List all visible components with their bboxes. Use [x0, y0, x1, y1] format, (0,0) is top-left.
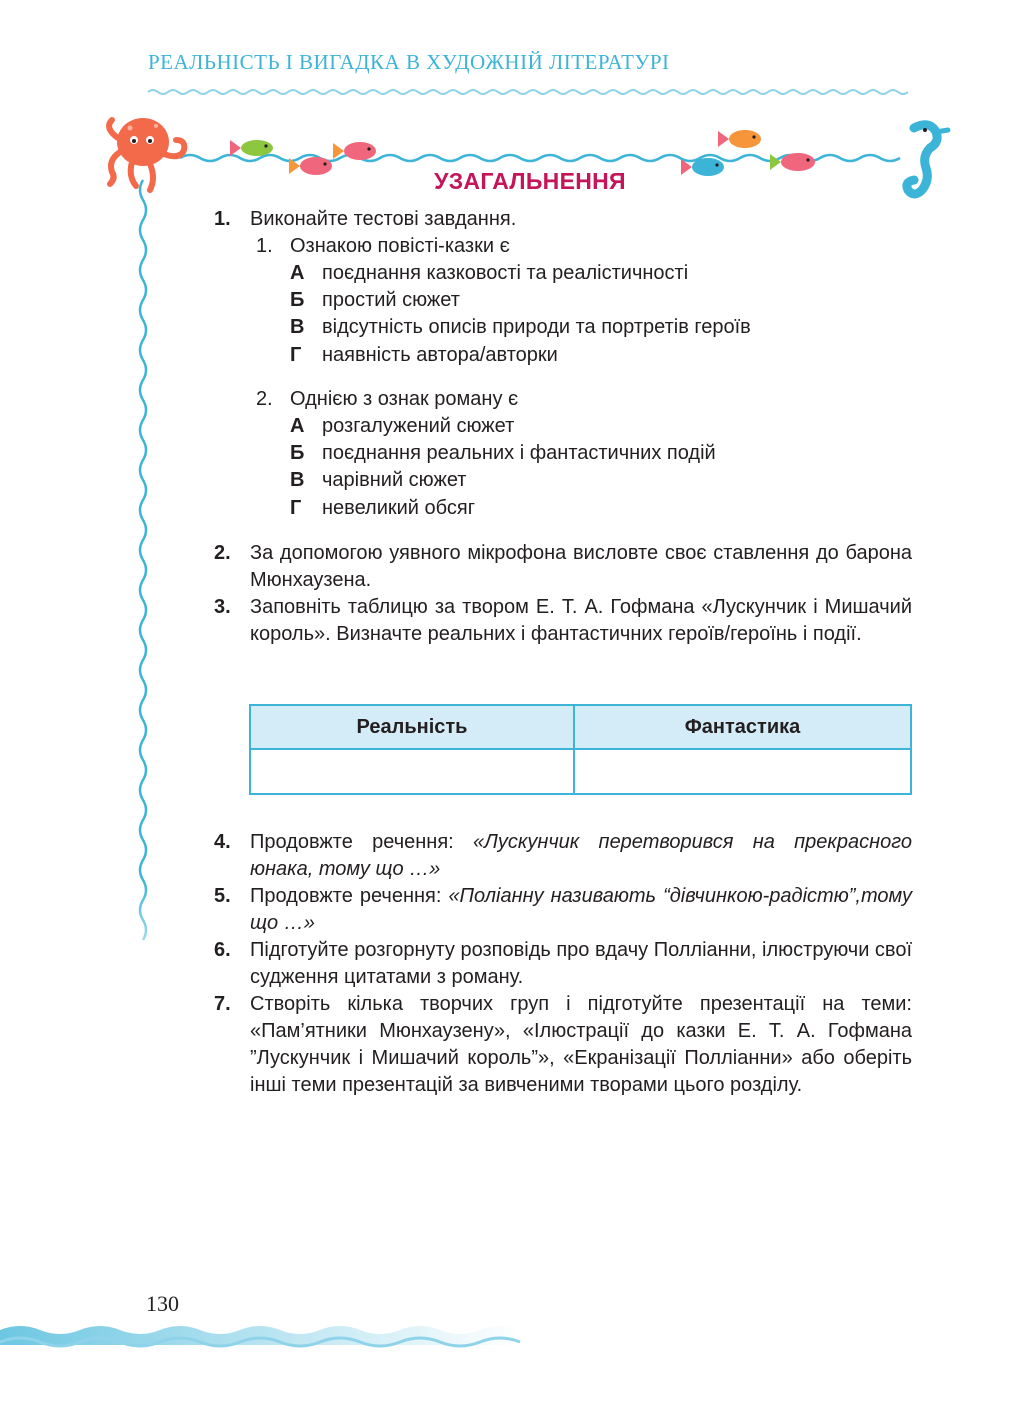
page-number: 130 — [146, 1291, 179, 1316]
table-cell — [574, 749, 911, 794]
table-header-cell: Реальність — [250, 705, 574, 749]
task-text: Створіть кілька творчих груп і підготуйте презентації на теми: «Пам’ятники Мюнхаузену», «Ілюстрації до казки Е. Т. А. Гофмана ”Лускунчик і Мишачий король”», «Екранізації Полліанни» або оберіть інші теми презентацій за вивченими творами цього розділу. — [250, 993, 912, 1096]
header-wave-border — [148, 90, 908, 94]
task-text: За допомогою уявного мікрофона висловте своє ставлення до барона Мюнхаузена. — [250, 542, 912, 591]
task-3 — [214, 594, 912, 648]
task-2 — [214, 540, 912, 594]
task-text: Виконайте тестові завдання. — [250, 208, 517, 230]
answer-option: Б простий сюжет — [290, 289, 460, 311]
answer-option: Г наявність автора/авторки — [290, 344, 558, 366]
task-7 — [214, 991, 912, 1099]
task-5 — [214, 883, 912, 937]
question-text: Ознакою повісті-казки є — [290, 235, 510, 257]
answer-option: А поєднання казковості та реалістичності — [290, 262, 689, 284]
fish-icon — [718, 130, 761, 148]
task-quote: «Лускунчик перетворився на прекрасного юнака, тому що …» — [250, 831, 913, 880]
task-quote: «Поліанну називають “дівчинкою-радістю”,тому що …» — [250, 885, 912, 934]
table-row — [250, 749, 911, 794]
answer-option: Б поєднання реальних і фантастичних подій — [290, 442, 716, 464]
task-number: 1. — [214, 208, 231, 230]
running-head: РЕАЛЬНІСТЬ І ВИГАДКА В ХУДОЖНІЙ ЛІТЕРАТУРІ — [148, 50, 670, 74]
task-number: 3. — [214, 596, 231, 618]
answer-option: Г невеликий обсяг — [290, 497, 475, 519]
left-wave-line — [140, 180, 146, 940]
table-header-row — [250, 705, 911, 749]
task-text: Продовжте речення: «Поліанну називають “дівчинкою-радістю”,тому що …» — [250, 885, 912, 934]
question-number: 2. — [256, 388, 273, 410]
task-text: Заповніть таблицю за твором Е. Т. А. Гофмана «Лускунчик і Мишачий король». Визначте реальних і фантастичних героїв/героїнь і події. — [250, 596, 912, 645]
task-number: 5. — [214, 885, 231, 907]
task-6 — [214, 937, 912, 991]
task-number: 7. — [214, 993, 231, 1015]
section-title: УЗАГАЛЬНЕННЯ — [434, 168, 626, 194]
task-4 — [214, 829, 912, 883]
reality-fantasy-table — [249, 704, 912, 795]
bottom-wave-border — [0, 1326, 520, 1346]
fish-icon — [230, 140, 273, 156]
task-number: 6. — [214, 939, 231, 961]
task-number: 2. — [214, 542, 231, 564]
test-question-1 — [256, 233, 510, 260]
answer-option: В чарівний сюжет — [290, 469, 467, 491]
question-number: 1. — [256, 235, 273, 257]
answer-option: В відсутність описів природи та портретів героїв — [290, 316, 751, 338]
table-header-cell: Фантастика — [574, 705, 911, 749]
task-number: 4. — [214, 831, 231, 853]
task-text: Продовжте речення: «Лускунчик перетворився на прекрасного юнака, тому що …» — [250, 831, 913, 880]
question-text: Однією з ознак роману є — [290, 388, 519, 410]
table-cell — [250, 749, 574, 794]
task-text: Підготуйте розгорнуту розповідь про вдачу Полліанни, ілюструючи свої судження цитатами з роману. — [250, 939, 913, 988]
answer-option: А розгалужений сюжет — [290, 415, 515, 437]
task-1 — [214, 206, 912, 233]
test-question-2 — [256, 386, 518, 413]
